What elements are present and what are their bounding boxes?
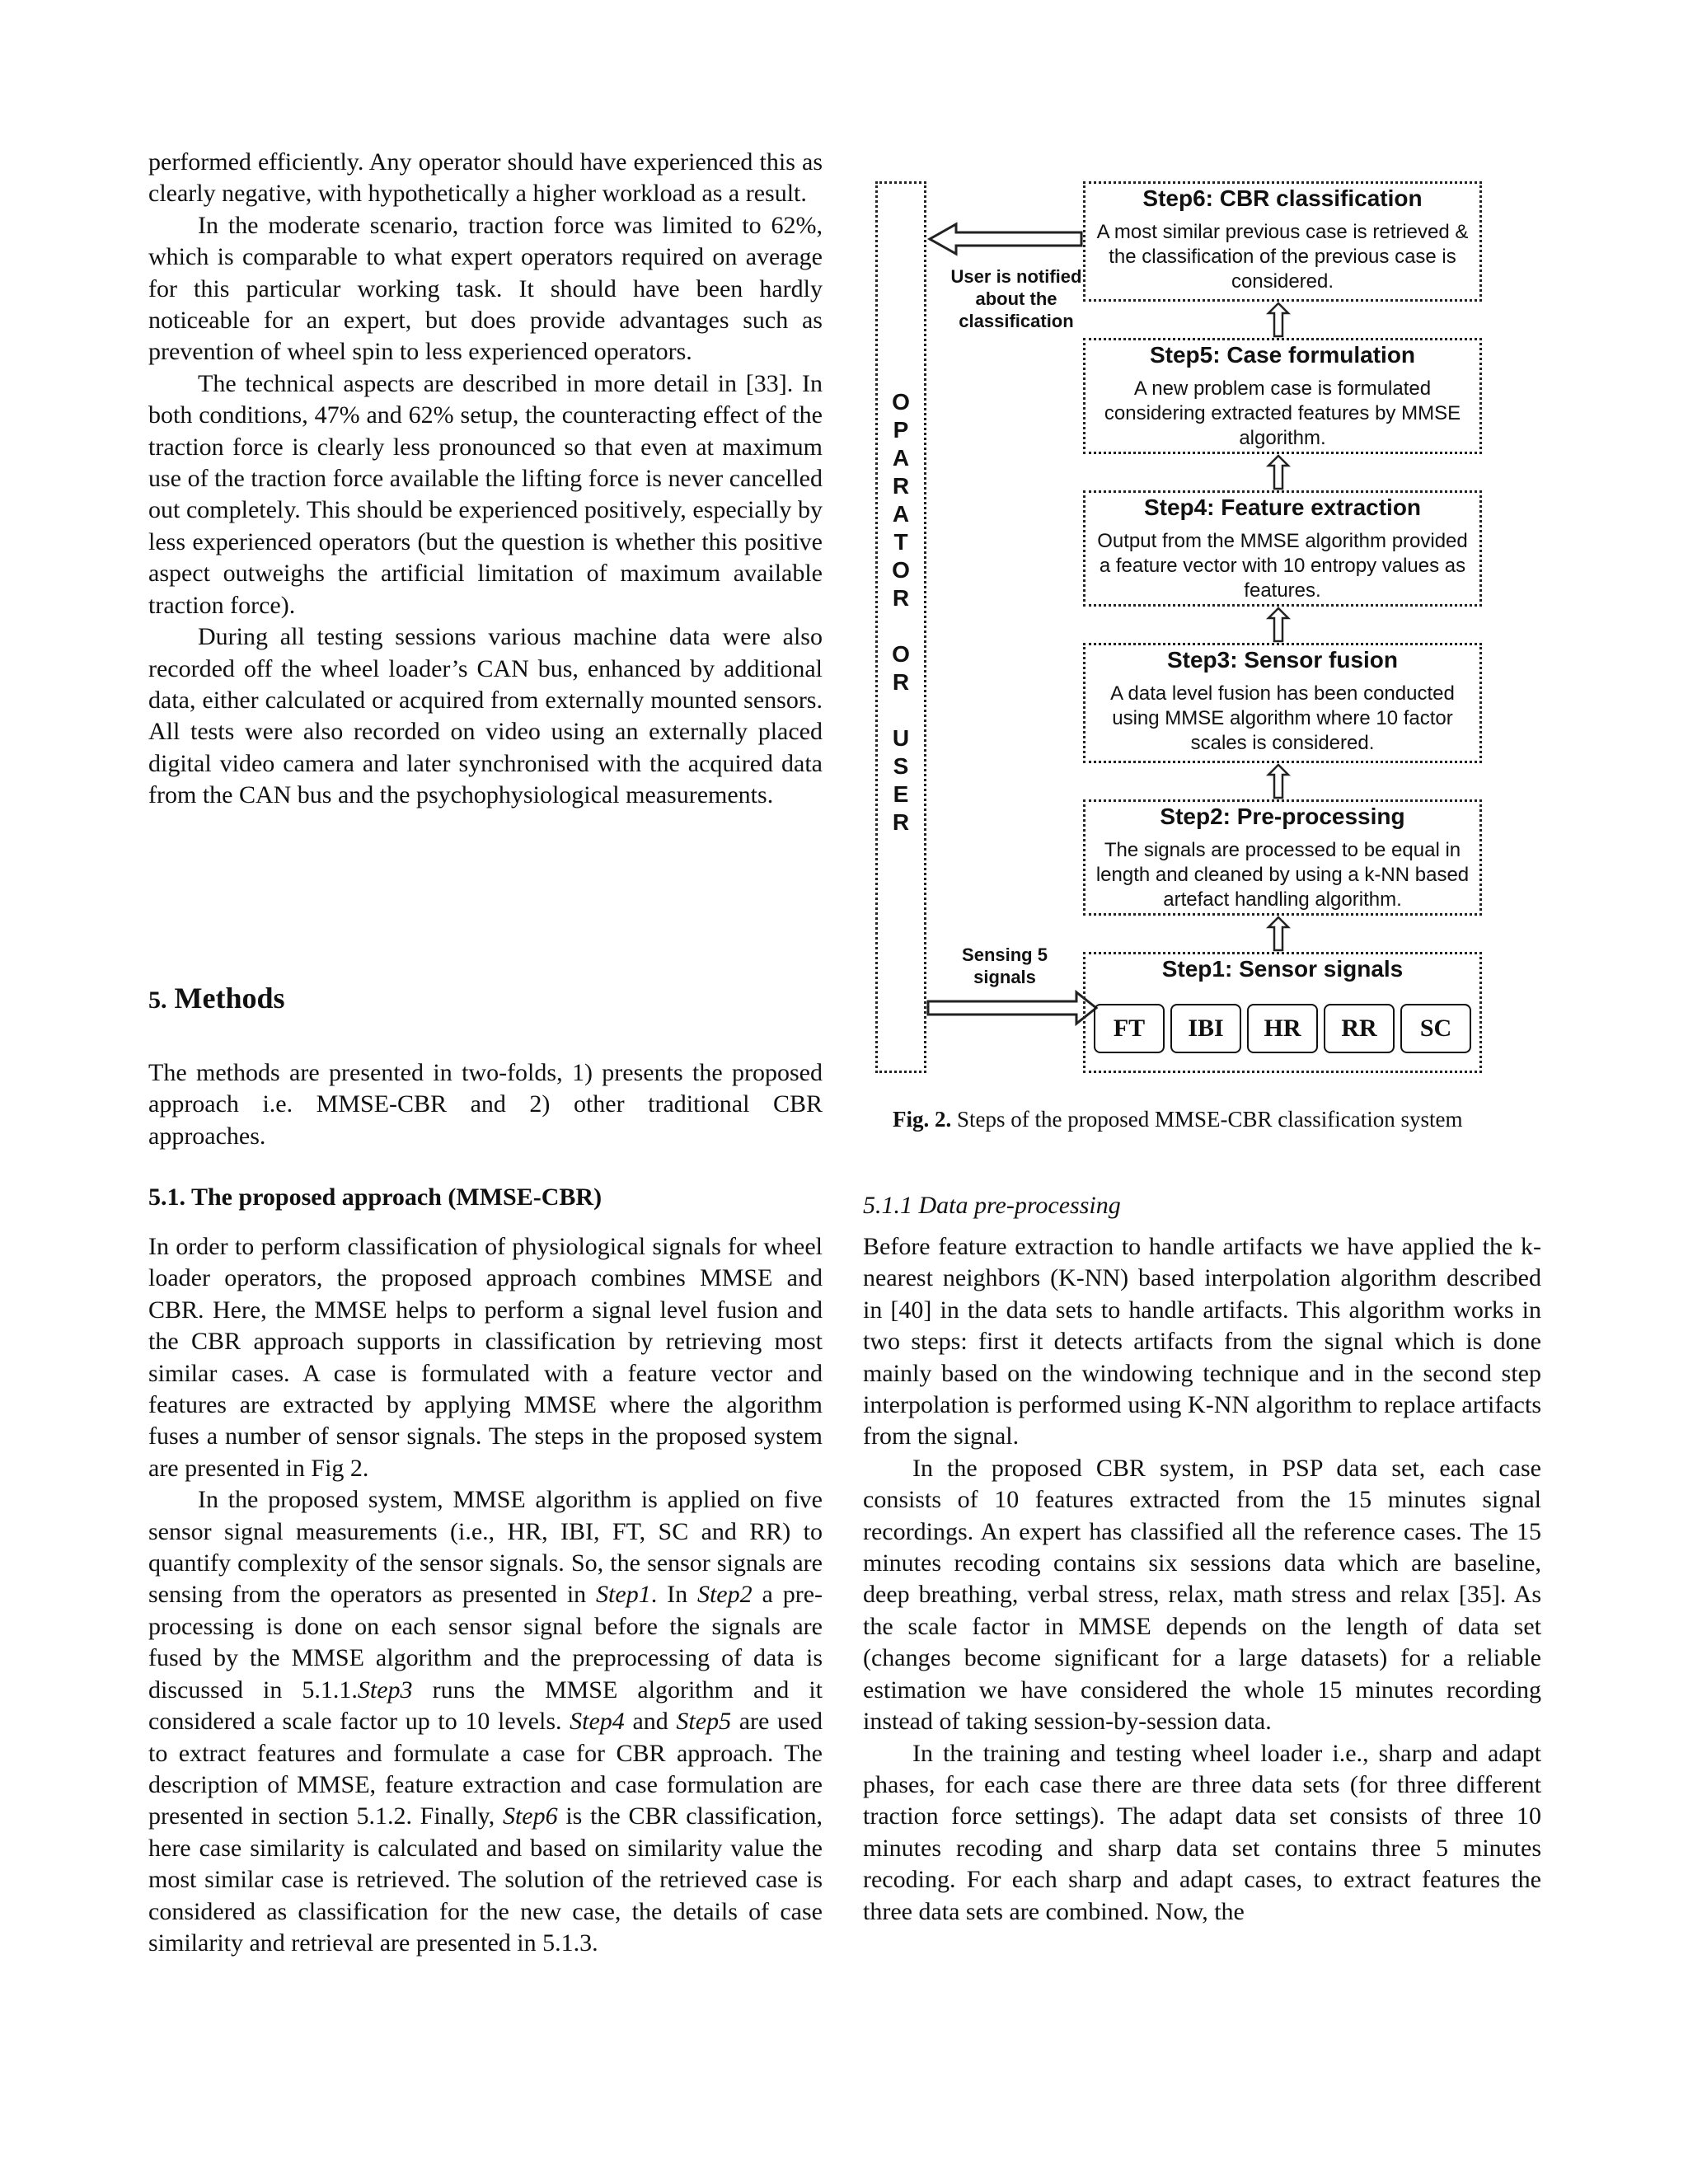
operator-label-letter: R <box>892 585 910 611</box>
step-title: Step4: Feature extraction <box>1143 494 1422 520</box>
signal-ibi: IBI <box>1170 1004 1241 1053</box>
paragraph: In the proposed system, MMSE algorithm is applied on five sensor signal measurements (i.e., HR, IBI, FT, SC and RR) to quantify complexity of the sensor signals. So, the sensor signals are sensing from the operators as presented in Step1. In Step2 a pre-processing is done on each sensor signal before the signals are fused by the MMSE algorithm and the preprocessing of data is discussed in 5.1.1.Step3 runs the MMSE algorithm and it considered a scale factor up to 10 levels. Step4 and Step5 are used to extract features and formulate a case for CBR approach. The description of MMSE, feature extraction and case formulation are presented in section 5.1.2. Finally, Step6 is the CBR classification, here case similarity is calculated and based on similarity value the most similar case is retrieved. The solution of the retrieved case is considered as classification for the new case, the details of case similarity and retrieval are presented in 5.1.3. <box>148 1486 823 1957</box>
step-description: The signals are processed to be equal in length and cleaned by using a k-NN based artefact handling algorithm. <box>1095 839 1470 911</box>
operator-label-letter: A <box>892 501 910 527</box>
paragraph: performed efficiently. Any operator should have experienced this as clearly negative, with hypothetically a higher workload as a result. <box>148 148 823 208</box>
step-title: Step6: CBR classification <box>1142 185 1423 211</box>
figure-caption <box>893 1107 1462 1132</box>
step1-box <box>1083 952 1482 1073</box>
subsubsection-heading: 5.1.1 Data pre-processing <box>863 1192 1121 1219</box>
signal-sc: SC <box>1400 1004 1471 1053</box>
methods-intro: The methods are presented in two-folds, 1) presents the proposed approach i.e. MMSE-CBR and 2) other traditional CBR approaches. <box>148 1059 823 1150</box>
signal-ft: FT <box>1094 1004 1165 1053</box>
operator-label-letter: O <box>892 389 910 415</box>
operator-label-letter: R <box>892 669 910 695</box>
subsection-heading: 5.1. The proposed approach (MMSE-CBR) <box>148 1183 603 1211</box>
right-column-body <box>863 1231 1541 1928</box>
step2-box <box>1083 799 1482 916</box>
notify-arrow <box>930 224 1081 254</box>
section-title: Methods <box>174 982 285 1015</box>
step-description: A new problem case is formulated considering extracted features by MMSE algorithm. <box>1104 377 1461 449</box>
caption-label: Fig. 2. <box>893 1107 952 1132</box>
paragraph: In the moderate scenario, traction force was limited to 62%, which is comparable to what expert operators required on average for this particular working task. It should have been hardly noticeable for an expert, but does provide advantages such as prevention of wheel spin to less experienced operators. <box>148 211 823 366</box>
left-column-text <box>148 147 823 812</box>
signal-rr: RR <box>1324 1004 1395 1053</box>
sensing-arrow <box>928 992 1096 1024</box>
step4-box <box>1083 490 1482 607</box>
sensing-label: Sensing 5 signals <box>962 944 1048 987</box>
figure-2-diagram <box>874 173 1500 1080</box>
caption-text: Steps of the proposed MMSE-CBR classification system <box>951 1107 1463 1132</box>
operator-label-letter: A <box>892 445 910 471</box>
step-title: Step2: Pre-processing <box>1160 804 1405 829</box>
step-description: A data level fusion has been conducted using MMSE algorithm where 10 factor scales is considered. <box>1110 682 1455 754</box>
operator-label-letter: S <box>893 753 909 779</box>
operator-label-letter: T <box>893 529 908 555</box>
step5-box <box>1083 338 1482 454</box>
step-description: A most similar previous case is retrieved & the classification of the previous case is considered. <box>1096 221 1469 293</box>
signal-hr: HR <box>1247 1004 1318 1053</box>
operator-label-letter: U <box>892 725 910 751</box>
paragraph: During all testing sessions various machine data were also recorded off the wheel loader’s CAN bus, enhanced by additional data, either calculated or acquired from externally mounted sensors. All tests were also recorded on video using an externally placed digital video camera and later synchronised with the acquired data from the CAN bus and the psychophysiological measurements. <box>148 623 823 809</box>
paragraph: In the proposed CBR system, in PSP data set, each case consists of 10 features extracted from the 15 minutes signal recordings. An expert has classified all the reference cases. The 15 minutes recoding contains six sessions data which are baseline, deep breathing, verbal stress, relax, math stress and relax [35]. As the scale factor in MMSE depends on the length of data set (changes become significant for a large datasets) for a reliable estimation we have considered the whole 15 minutes recording instead of taking session-by-session data. <box>863 1454 1541 1736</box>
paragraph: The technical aspects are described in more detail in [33]. In both conditions, 47% and 62% setup, the counteracting effect of the traction force is clearly less pronounced so that even at maximum use of the traction force available the lifting force is never cancelled out completely. This should be experienced positively, especially by less experienced operators (but the question is whether this positive aspect outweighs the artificial limitation of maximum available traction force). <box>148 369 823 619</box>
operator-label-letter: O <box>892 641 910 667</box>
operator-label-letter: R <box>892 473 910 499</box>
section-number: 5. <box>148 987 167 1014</box>
paragraph: In the training and testing wheel loader i.e., sharp and adapt phases, for each case there are three data sets (for three different traction force settings). The adapt data set consists of three 10 minutes recoding and sharp data set contains three 5 minutes recoding. For each sharp and adapt cases, to extract features the three data sets are combined. Now, the <box>863 1739 1541 1925</box>
step3-box <box>1083 643 1482 763</box>
operator-label-letter: P <box>893 417 909 443</box>
operator-label-letter: O <box>892 557 910 583</box>
step-title: Step1: Sensor signals <box>1161 956 1404 982</box>
operator-label-letter: E <box>893 781 909 807</box>
step6-box <box>1083 181 1482 302</box>
operator-label-letter: R <box>892 809 910 835</box>
paragraph: Before feature extraction to handle artifacts we have applied the k-nearest neighbors (K-NN) based interpolation algorithm described in [40] in the data sets to handle artifacts. This algorithm works in two steps: first it detects artifacts from the signal which is done mainly based on the windowing technique and in the second step interpolation is performed using K-NN algorithm to replace artifacts from the signal. <box>863 1233 1541 1451</box>
subsection-body <box>148 1231 823 1959</box>
section-heading-methods <box>148 981 285 1015</box>
paragraph: In order to perform classification of physiological signals for wheel loader operators, the proposed approach combines MMSE and CBR. Here, the MMSE helps to perform a signal level fusion and the CBR approach supports in classification by retrieving most similar cases. A case is formulated with a feature vector and features are extracted by applying MMSE where the algorithm fuses a number of sensor signals. The steps in the proposed system are presented in Fig 2. <box>148 1233 823 1482</box>
step-title: Step5: Case formulation <box>1149 342 1416 368</box>
step-description: Output from the MMSE algorithm provided a feature vector with 10 entropy values as features. <box>1097 530 1468 602</box>
notify-label: User is notified about the classification <box>950 266 1082 331</box>
step-title: Step3: Sensor fusion <box>1166 647 1399 673</box>
